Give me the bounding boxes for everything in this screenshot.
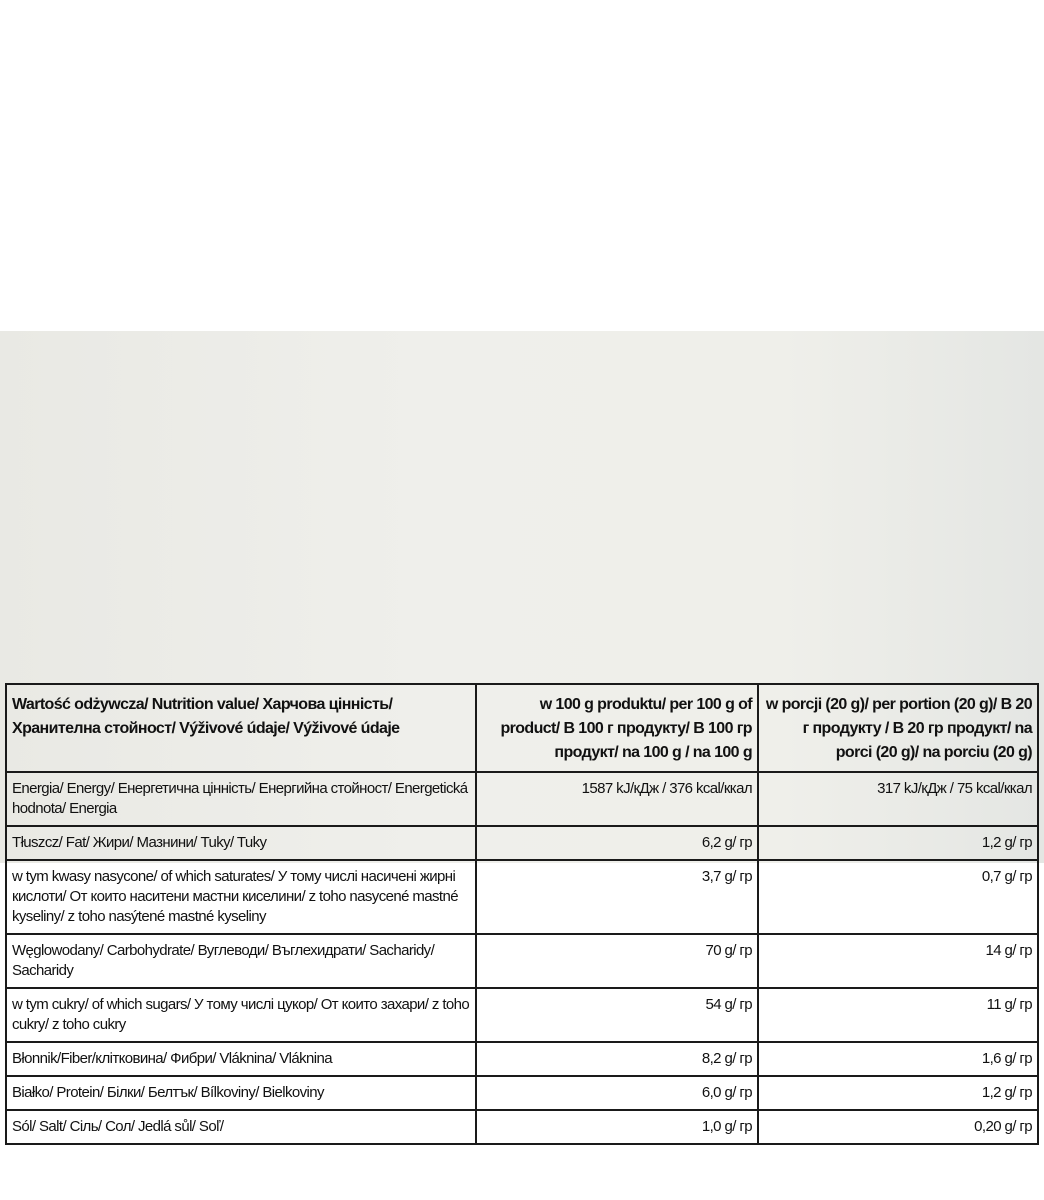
value-per-100g: 6,0 g/ гр [476,1076,758,1110]
nutrient-name: w tym kwasy nasycone/ of which saturates/ У тому числі насичені жирні кислоти/ От които наситени мастни киселини/ z toho nasycené mastné kyseliny/ z toho nasýtené mastné kyseliny [6,860,476,934]
table-row [6,988,1038,1042]
table-header-row [6,684,1038,772]
nutrient-name: Energia/ Energy/ Енергетична цінність/ Енергийна стойност/ Energetická hodnota/ Energia [6,772,476,826]
value-per-portion: 14 g/ гр [758,934,1038,988]
header-per-100g: w 100 g produktu/ per 100 g of product/ В 100 г продукту/ В 100 гр продукт/ na 100 g / na 100 g [476,684,758,772]
nutrient-name: w tym cukry/ of which sugars/ У тому числі цукор/ От които захари/ z toho cukry/ z toho cukry [6,988,476,1042]
nutrition-label [0,331,1044,1135]
nutrition-table [5,683,1039,1145]
table-row [6,934,1038,988]
value-per-portion: 0,7 g/ гр [758,860,1038,934]
value-per-100g: 8,2 g/ гр [476,1042,758,1076]
nutrient-name: Sól/ Salt/ Сіль/ Сол/ Jedlá sůl/ Soľ/ [6,1110,476,1144]
nutrient-name: Błonnik/Fiber/клітковина/ Фибри/ Vláknina/ Vláknina [6,1042,476,1076]
value-per-100g: 54 g/ гр [476,988,758,1042]
header-per-portion: w porcji (20 g)/ per portion (20 g)/ В 20 г продукту / В 20 гр продукт/ na porci (20 g)/ na porciu (20 g) [758,684,1038,772]
value-per-100g: 6,2 g/ гр [476,826,758,860]
table-row [6,1110,1038,1144]
value-per-portion: 0,20 g/ гр [758,1110,1038,1144]
nutrient-name: Węglowodany/ Carbohydrate/ Вуглеводи/ Въглехидрати/ Sacharidy/ Sacharidy [6,934,476,988]
table-row [6,772,1038,826]
value-per-portion: 1,2 g/ гр [758,1076,1038,1110]
table-row [6,1042,1038,1076]
value-per-portion: 11 g/ гр [758,988,1038,1042]
value-per-100g: 1587 kJ/кДж / 376 kcal/ккал [476,772,758,826]
value-per-portion: 317 kJ/кДж / 75 kcal/ккал [758,772,1038,826]
table-row [6,860,1038,934]
table-row [6,826,1038,860]
value-per-portion: 1,2 g/ гр [758,826,1038,860]
header-nutrient: Wartość odżywcza/ Nutrition value/ Харчова цінність/ Хранителна стойност/ Výživové údaje/ Výživové údaje [6,684,476,772]
value-per-100g: 70 g/ гр [476,934,758,988]
nutrient-name: Tłuszcz/ Fat/ Жири/ Мазнини/ Tuky/ Tuky [6,826,476,860]
table-row [6,1076,1038,1110]
value-per-100g: 3,7 g/ гр [476,860,758,934]
nutrient-name: Białko/ Protein/ Білки/ Белтък/ Bílkoviny/ Bielkoviny [6,1076,476,1110]
value-per-100g: 1,0 g/ гр [476,1110,758,1144]
value-per-portion: 1,6 g/ гр [758,1042,1038,1076]
